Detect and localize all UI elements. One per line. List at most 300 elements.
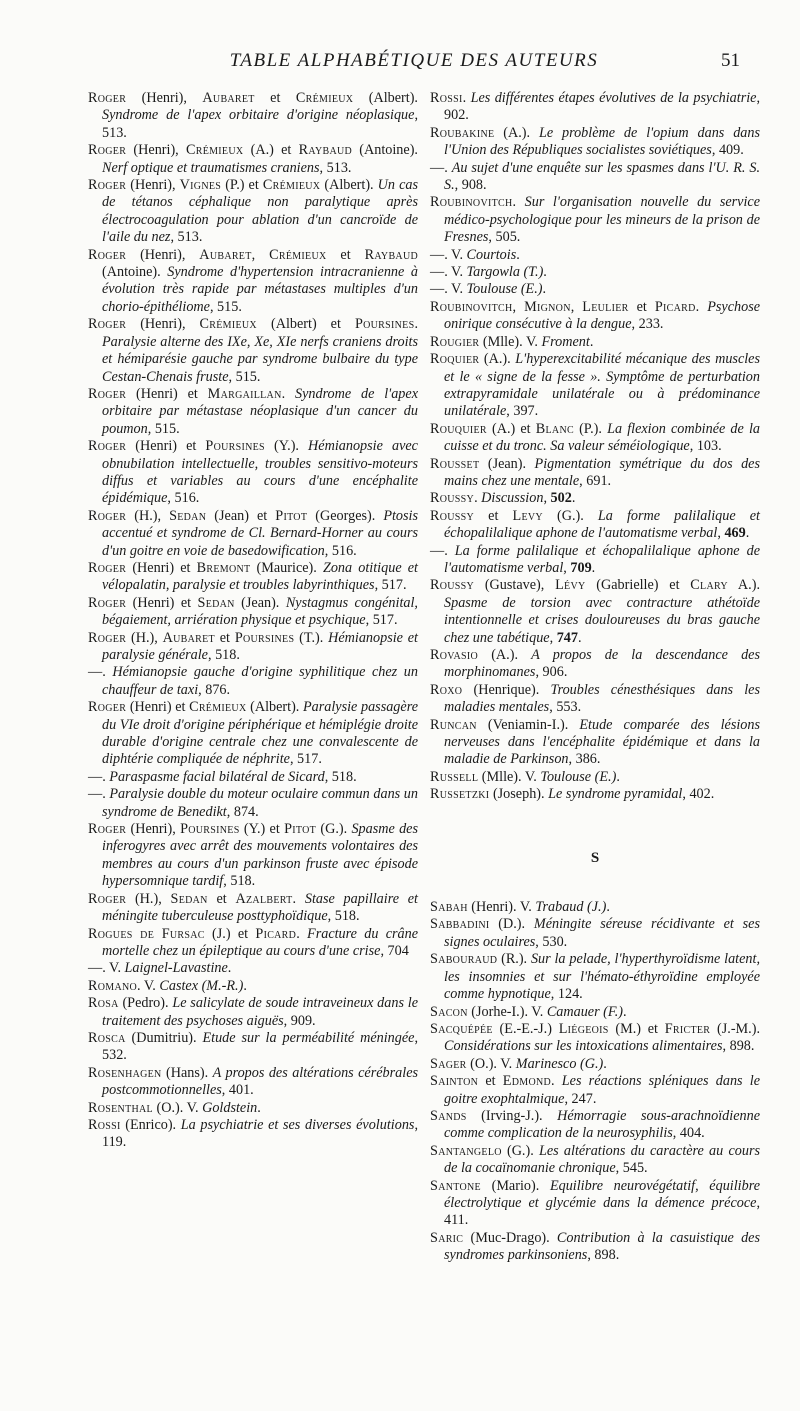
entry-text: .	[296, 925, 308, 942]
author-name: Poursines	[205, 438, 265, 455]
entry-text: (O.). V.	[152, 1099, 203, 1116]
entry-title: Paraspasme facial bilatéral de Sicard	[109, 768, 325, 785]
index-entry	[430, 1004, 760, 1021]
index-entry	[88, 891, 418, 926]
entry-text: (Gabrielle) et	[585, 577, 691, 594]
entry-text: ,	[570, 298, 583, 315]
entry-text: (Henri),	[126, 316, 200, 333]
entry-text: , 411.	[444, 1194, 760, 1229]
author-name: Sabbadini	[430, 916, 490, 933]
author-name: Roquier	[430, 351, 480, 368]
index-entry	[88, 508, 418, 560]
entry-text: (J.-M.).	[710, 1020, 760, 1037]
entry-text: , 898.	[587, 1247, 620, 1264]
index-entry	[88, 177, 418, 247]
author-name: Roubakine	[430, 124, 495, 141]
entry-text: , 517.	[365, 612, 398, 629]
entry-text: , 518.	[223, 873, 256, 890]
entry-title: Pigmentation symétrique du dos des mains chez une mentale	[444, 455, 760, 489]
entry-title: Les réactions spléniques dans le goitre exophtalmique	[444, 1073, 761, 1107]
index-entry	[430, 899, 760, 916]
entry-text: ,	[549, 629, 557, 646]
index-entry	[430, 647, 760, 682]
entry-title: Ptosis accentué et syndrome de Cl. Bernard-Horner au cours d'un goitre en voie de basedowification	[102, 507, 419, 559]
entry-title: Courtois	[466, 246, 517, 263]
entry-title: Toulouse (E.)	[466, 281, 543, 298]
index-entry	[430, 577, 760, 647]
entry-title: La flexion combinée de la cuisse et du tronc. Sa valeur séméiologique	[444, 420, 760, 455]
entry-title: Etude sur la perméabilité méningée	[202, 1029, 415, 1046]
entry-text: .	[591, 559, 596, 576]
index-entry	[430, 299, 760, 334]
page-number: 51	[721, 50, 740, 71]
entry-text: , 532.	[102, 1029, 418, 1064]
entry-text: (Henri) et	[126, 438, 206, 455]
author-name: Vignes	[179, 177, 222, 194]
entry-text: ,	[512, 298, 525, 315]
index-entry	[430, 786, 760, 803]
left-column	[88, 90, 418, 1152]
index-entry	[430, 456, 760, 491]
entry-text: .	[606, 899, 610, 916]
entry-title: Un cas de tétanos céphalique non paralytique après électrocoagulation pour ablation d'un cancroïde de l'aile du nez	[102, 177, 418, 246]
index-entry	[88, 316, 418, 386]
entry-text: —. V.	[430, 281, 467, 298]
entry-text: , 515.	[209, 298, 242, 315]
entry-title: Camauer (F.)	[546, 1003, 623, 1020]
author-name: Levy	[512, 507, 543, 524]
index-entry	[430, 1056, 760, 1073]
entry-title: Le syndrome pyramidal	[548, 786, 683, 803]
author-name: Raybaud	[298, 142, 353, 159]
entry-text: (M.) et	[608, 1020, 665, 1037]
entry-text: (Albert).	[320, 177, 378, 194]
entry-title: Nerf optique et traumatismes craniens	[102, 159, 320, 176]
entry-text: , 513.	[319, 159, 352, 176]
entry-text: (Henrique).	[462, 681, 551, 698]
entry-title: Nystagmus congénital, bégaiement, arriération physique et psychique	[102, 594, 418, 629]
author-name: Rossi	[430, 90, 463, 106]
entry-text: (Veniamin-I.).	[476, 716, 580, 733]
author-name: Roger	[88, 507, 127, 524]
index-entry	[430, 125, 760, 160]
entry-text: (A.).	[479, 351, 516, 368]
entry-title: Stase papillaire et méningite tuberculeuse posttyphoïdique	[102, 890, 418, 925]
entry-text: .	[257, 1099, 261, 1116]
author-name: Sacon	[430, 1003, 468, 1020]
entry-title: Syndrome d'hypertension intracranienne à évolution très rapide par métastases multiples d'un chorio-épithéliome	[102, 264, 418, 315]
index-entry	[430, 490, 760, 507]
index-entry	[88, 1100, 418, 1117]
entry-text: et	[254, 90, 296, 106]
index-entry	[88, 142, 418, 177]
entry-text: .	[589, 333, 594, 350]
entry-text: (E.-E.-J.)	[492, 1020, 559, 1037]
entry-text: A.).	[727, 577, 760, 594]
index-entry	[88, 438, 418, 508]
index-entry	[88, 560, 418, 595]
entry-title: Spasme des inferogyres avec arrêt des mouvements volontaires des membres au cours d'un parkinson fruste avec épisode hypersomnique tardif	[102, 821, 418, 890]
entry-text: .	[516, 246, 520, 263]
entry-title: Syndrome de l'apex orbitaire d'origine néoplasique	[102, 107, 415, 124]
index-entry	[88, 247, 418, 317]
entry-title: Hémorragie sous-arachnoïdienne comme complication de la neurosyphilis	[444, 1107, 760, 1142]
author-name: Crémieux	[269, 246, 327, 263]
index-entry	[88, 1030, 418, 1065]
author-name: Rosenhagen	[88, 1064, 162, 1081]
section-letter: S	[590, 849, 600, 866]
index-entry	[430, 1230, 760, 1265]
entry-title: Troubles cénesthésiques dans les maladies mentales	[444, 681, 760, 716]
index-entry	[88, 1117, 418, 1152]
entry-text: ,	[543, 490, 551, 507]
index-entry	[430, 769, 760, 786]
index-entry	[430, 1108, 760, 1143]
entry-text: —. V.	[88, 960, 125, 977]
entry-text: , 908.	[454, 177, 487, 194]
entry-text: .	[745, 525, 750, 542]
entry-text: (R.).	[497, 951, 531, 968]
entry-text: (Joseph).	[489, 786, 549, 803]
author-name: Roussy	[430, 577, 475, 594]
bold-ref: 469	[724, 525, 746, 542]
author-name: Mignon	[524, 298, 571, 315]
entry-text: (Henri) et	[126, 385, 208, 402]
entry-text: (G.).	[501, 1142, 539, 1159]
page-header	[88, 50, 740, 80]
entry-text: (Henri),	[126, 90, 203, 106]
entry-title: Hémianopsie gauche d'origine syphilitique chez un chauffeur de taxi	[102, 664, 418, 698]
entry-text: —.	[88, 768, 110, 785]
author-name: Rovasio	[430, 647, 479, 663]
author-name: Crémieux	[262, 177, 321, 194]
entry-text: (Pedro).	[118, 995, 173, 1012]
entry-text: (Dumitriu).	[125, 1029, 203, 1046]
entry-text: , 386.	[568, 751, 601, 768]
entry-text: , 515.	[228, 368, 261, 385]
author-name: Roussy	[430, 507, 475, 524]
author-name: Crémieux	[189, 699, 247, 716]
entry-text: .	[551, 1073, 562, 1090]
entry-title: Au sujet d'une enquête sur les spasmes dans l'U. R. S. S.	[444, 159, 761, 194]
author-name: Roger	[88, 177, 127, 194]
author-name: Rossi	[88, 1116, 121, 1133]
index-entry	[88, 995, 418, 1030]
author-name: Lévy	[555, 577, 586, 594]
right-column	[430, 90, 760, 1265]
entry-text: —. V.	[430, 264, 467, 281]
entry-title: Marinesco (G.)	[515, 1055, 604, 1072]
bold-ref: 502	[550, 490, 572, 507]
author-name: Margaillan	[207, 385, 282, 402]
entry-title: Le problème de l'opium dans dans l'Union des Républiques socialistes soviétiques	[444, 124, 760, 159]
entry-text: (Henri),	[126, 142, 186, 159]
index-entry	[88, 821, 418, 891]
entry-title: Trabaud (J.)	[535, 899, 607, 916]
index-entry	[430, 717, 760, 769]
index-entry	[88, 978, 418, 995]
entry-text: .	[281, 385, 295, 402]
entry-text: , 691.	[579, 472, 612, 489]
entry-title: Etude comparée des lésions nerveuses dans l'encéphalite épidémique et dans la maladie de Parkinson	[444, 716, 760, 768]
entry-text: et	[326, 246, 365, 263]
entry-text: , 397.	[506, 403, 539, 420]
entry-text: .	[474, 490, 482, 507]
entry-title: Discussion	[481, 490, 544, 507]
entry-title: Equilibre neurovégétatif, équilibre électrolytique et glycémie dans la démence précoce	[444, 1177, 760, 1211]
entry-text: ,	[717, 525, 725, 542]
entry-text: —. V.	[430, 246, 467, 263]
entry-text: .	[292, 890, 305, 907]
entry-text: (Jorhe-I.). V.	[467, 1003, 547, 1020]
entry-text: , 876.	[198, 681, 231, 698]
entry-text: (Henri). V.	[467, 899, 536, 916]
entry-text: ,	[251, 246, 270, 263]
author-name: Crémieux	[295, 90, 354, 106]
entry-text: (Antoine).	[102, 264, 168, 281]
index-entry	[430, 264, 760, 281]
entry-text: , 513.	[170, 229, 203, 246]
author-name: Sedan	[170, 890, 208, 907]
entry-text: —.	[88, 664, 113, 681]
author-name: Roger	[88, 821, 127, 838]
entry-text: (A.).	[478, 647, 532, 663]
entry-text: .	[542, 281, 547, 298]
entry-text: , 103.	[689, 438, 722, 455]
bold-ref: 747	[556, 629, 578, 646]
index-entry	[430, 281, 760, 298]
entry-text: (Albert).	[353, 90, 418, 106]
entry-title: Froment	[541, 333, 590, 350]
author-name: Rogues de Fursac	[88, 925, 205, 942]
entry-title: Le salicylate de soude intraveineux dans le traitement des psychoses aiguës	[102, 995, 418, 1029]
entry-text: et	[214, 629, 235, 646]
author-name: Sands	[430, 1107, 467, 1124]
entry-text: (Albert) et	[256, 316, 355, 333]
author-name: Sabouraud	[430, 951, 498, 968]
author-name: Leulier	[582, 298, 629, 315]
entry-title: La forme palilalique et échopalilalique aphone de l'automatisme verbal	[444, 542, 761, 576]
entry-text: (T.).	[294, 629, 329, 646]
author-name: Sabah	[430, 899, 468, 916]
author-name: Aubaret	[162, 629, 215, 646]
entry-text: (Jean) et	[206, 507, 276, 524]
entry-text: (H.),	[126, 629, 163, 646]
running-title: TABLE ALPHABÉTIQUE DES AUTEURS	[229, 50, 599, 71]
index-entry	[430, 543, 760, 578]
entry-text: (Jean).	[479, 455, 535, 472]
entry-title: Hémianopsie avec obnubilation intellectuelle, troubles sensitivo-moteurs diffus et variables au cours d'une encéphalite épidémique	[102, 438, 418, 507]
author-name: Pitot	[275, 507, 308, 524]
entry-text: et	[207, 890, 236, 907]
entry-text: , 401.	[221, 1082, 254, 1099]
entry-text: .	[543, 264, 547, 281]
index-entry	[88, 386, 418, 438]
author-name: Sager	[430, 1055, 467, 1072]
author-name: Roger	[88, 559, 127, 576]
entry-title: Considérations sur les intoxications alimentaires	[444, 1038, 723, 1055]
entry-title: Toulouse (E.)	[540, 768, 617, 785]
author-name: Roger	[88, 142, 127, 159]
author-name: Roger	[88, 385, 127, 402]
index-entry	[88, 786, 418, 821]
author-name: Crémieux	[185, 142, 244, 159]
entry-text: , 513.	[102, 107, 418, 141]
author-name: Fricter	[664, 1020, 711, 1037]
entry-text: .	[603, 1055, 607, 1072]
entry-text: (Henri) et	[126, 559, 197, 576]
entry-title: Fracture du crâne mortelle chez un épileptique au cours d'une crise	[102, 925, 419, 959]
author-name: Romano	[88, 977, 138, 994]
author-name: Roger	[88, 594, 127, 611]
author-name: Sacquépée	[430, 1020, 493, 1037]
author-name: Roger	[88, 890, 127, 907]
entry-text: , 902.	[444, 90, 761, 124]
author-name: Poursines	[354, 316, 415, 333]
entry-text: (Enrico).	[120, 1116, 181, 1133]
entry-text: et	[628, 298, 655, 315]
author-name: Pitot	[284, 821, 317, 838]
author-name: Santangelo	[430, 1142, 502, 1159]
entry-text: .	[243, 977, 247, 994]
author-name: Roussy	[430, 490, 475, 507]
index-entry	[430, 160, 760, 195]
author-name: Roger	[88, 629, 127, 646]
author-name: Roubinovitch	[430, 194, 513, 211]
entry-text: (Mlle). V.	[478, 768, 541, 785]
entry-text: , 233.	[631, 316, 664, 333]
author-name: Sedan	[169, 507, 207, 524]
author-name: Santone	[430, 1177, 481, 1194]
entry-text: (Henri) et	[126, 699, 190, 716]
author-name: Rousset	[430, 455, 480, 472]
entry-title: Paralysie double du moteur oculaire commun dans un syndrome de Benedikt	[102, 786, 418, 820]
entry-text: (Antoine).	[352, 142, 418, 159]
entry-title: Castex (M.-R.)	[159, 977, 244, 994]
entry-text: .	[623, 1003, 627, 1020]
index-entry	[430, 334, 760, 351]
author-name: Runcan	[430, 716, 477, 733]
index-entry	[430, 194, 760, 246]
author-name: Russell	[430, 768, 479, 785]
entry-text: .	[512, 194, 525, 211]
author-name: Picard	[654, 298, 696, 315]
entry-text: , 505.	[488, 229, 521, 246]
author-name: Clary	[690, 577, 728, 594]
entry-text: (Albert).	[246, 699, 303, 716]
entry-text: (Georges).	[307, 507, 384, 524]
author-name: Sedan	[197, 594, 235, 611]
author-name: Rougier	[430, 333, 480, 350]
entry-text: , 545.	[615, 1160, 648, 1177]
entry-text: , 906.	[535, 664, 568, 681]
entry-text: (Hans).	[161, 1064, 213, 1081]
entry-text: (Muc-Drago).	[463, 1229, 557, 1246]
index-entry	[88, 595, 418, 630]
author-name: Rosenthal	[88, 1099, 153, 1116]
index-entry	[430, 247, 760, 264]
s-section-entries	[430, 899, 760, 1265]
entry-text: (Mario).	[480, 1177, 550, 1194]
entry-text: (Y.) et	[239, 821, 285, 838]
entry-text: , 518.	[324, 768, 357, 785]
entry-text: , 530.	[535, 933, 568, 950]
index-entry	[430, 421, 760, 456]
entry-text: (G.).	[542, 507, 598, 524]
author-name: Poursines	[180, 821, 240, 838]
entry-text: (D.).	[489, 916, 534, 933]
entry-title: Zona otitique et vélopalatin, paralysie et troubles labyrinthiques	[102, 559, 418, 594]
entry-text: (Irving-J.).	[466, 1107, 558, 1124]
entry-text: . V.	[137, 977, 160, 994]
r-section-entries	[430, 90, 760, 804]
entry-title: La psychiatrie et ses diverses évolutions	[180, 1116, 415, 1133]
index-entry	[88, 699, 418, 769]
entry-text: (H.),	[126, 890, 171, 907]
entry-text: .	[616, 768, 620, 785]
entry-text: , 409.	[711, 142, 744, 159]
entry-title: Paralysie alterne des IXe, Xe, XIe nerfs craniens droits et hémiparésie gauche par syndrome bulbaire du type Cestan-Chenais fruste	[102, 333, 418, 385]
index-entry	[430, 951, 760, 1003]
author-name: Roger	[88, 90, 127, 106]
entry-title: Laignel-Lavastine	[124, 960, 228, 977]
entry-text: , 517.	[289, 751, 322, 768]
entry-title: Syndrome de l'apex orbitaire par métastase néoplasique d'un cancer du poumon	[102, 385, 418, 437]
author-name: Roubinovitch	[430, 298, 513, 315]
entry-text: .	[462, 90, 471, 106]
entry-title: Les différentes étapes évolutives de la psychiatrie	[470, 90, 757, 106]
entry-text: (A.).	[494, 124, 539, 141]
entry-title: Targowla (T.)	[466, 264, 544, 281]
entry-text: —.	[430, 542, 455, 559]
entry-text: .	[227, 960, 232, 977]
author-name: Azalbert	[235, 890, 293, 907]
entry-text: , 553.	[549, 699, 582, 716]
entry-text: (P.).	[573, 420, 608, 437]
entry-text: (Maurice).	[250, 559, 323, 576]
author-name: Picard	[255, 925, 297, 942]
entry-text: , 518.	[327, 908, 360, 925]
entry-text: (P.) et	[221, 177, 263, 194]
index-entry	[430, 508, 760, 543]
entry-text: et	[478, 1073, 503, 1090]
author-name: Sainton	[430, 1073, 479, 1090]
index-entry	[430, 682, 760, 717]
author-name: Poursines	[234, 629, 295, 646]
entry-text: , 874.	[226, 803, 259, 820]
entry-title: L'hyperexcitabilité mécanique des muscles et le « signe de la fesse ». Symptôme de perturbation extrapyramidale unilatérale ou à prédominance unilatérale	[444, 351, 760, 420]
author-name: Liégeois	[558, 1020, 609, 1037]
entry-title: Contribution à la casuistique des syndromes parkinsoniens	[444, 1229, 760, 1264]
index-entry	[88, 926, 418, 961]
entry-title: Spasme de torsion avec contracture athétoïde intentionnelle et crises douloureuses du bras gauche chez une tabétique	[444, 594, 760, 646]
entry-text: , 898.	[722, 1038, 755, 1055]
entry-text: (Henri),	[126, 821, 181, 838]
index-entry	[430, 351, 760, 421]
entry-title: Goldstein	[202, 1099, 258, 1116]
entry-text: (Henri) et	[126, 594, 198, 611]
entry-text: ,	[563, 559, 571, 576]
entry-text: , 119.	[102, 1116, 418, 1151]
author-name: Roger	[88, 699, 127, 716]
entry-text: .	[695, 298, 708, 315]
index-entry	[88, 664, 418, 699]
entry-text: (J.) et	[204, 925, 256, 942]
entry-title: Sur l'organisation nouvelle du service médico-psychologique pour les mineurs de la prison de Fresnes	[444, 194, 761, 246]
author-name: Aubaret	[199, 246, 252, 263]
author-name: Blanc	[535, 420, 574, 437]
index-entry	[88, 90, 418, 142]
